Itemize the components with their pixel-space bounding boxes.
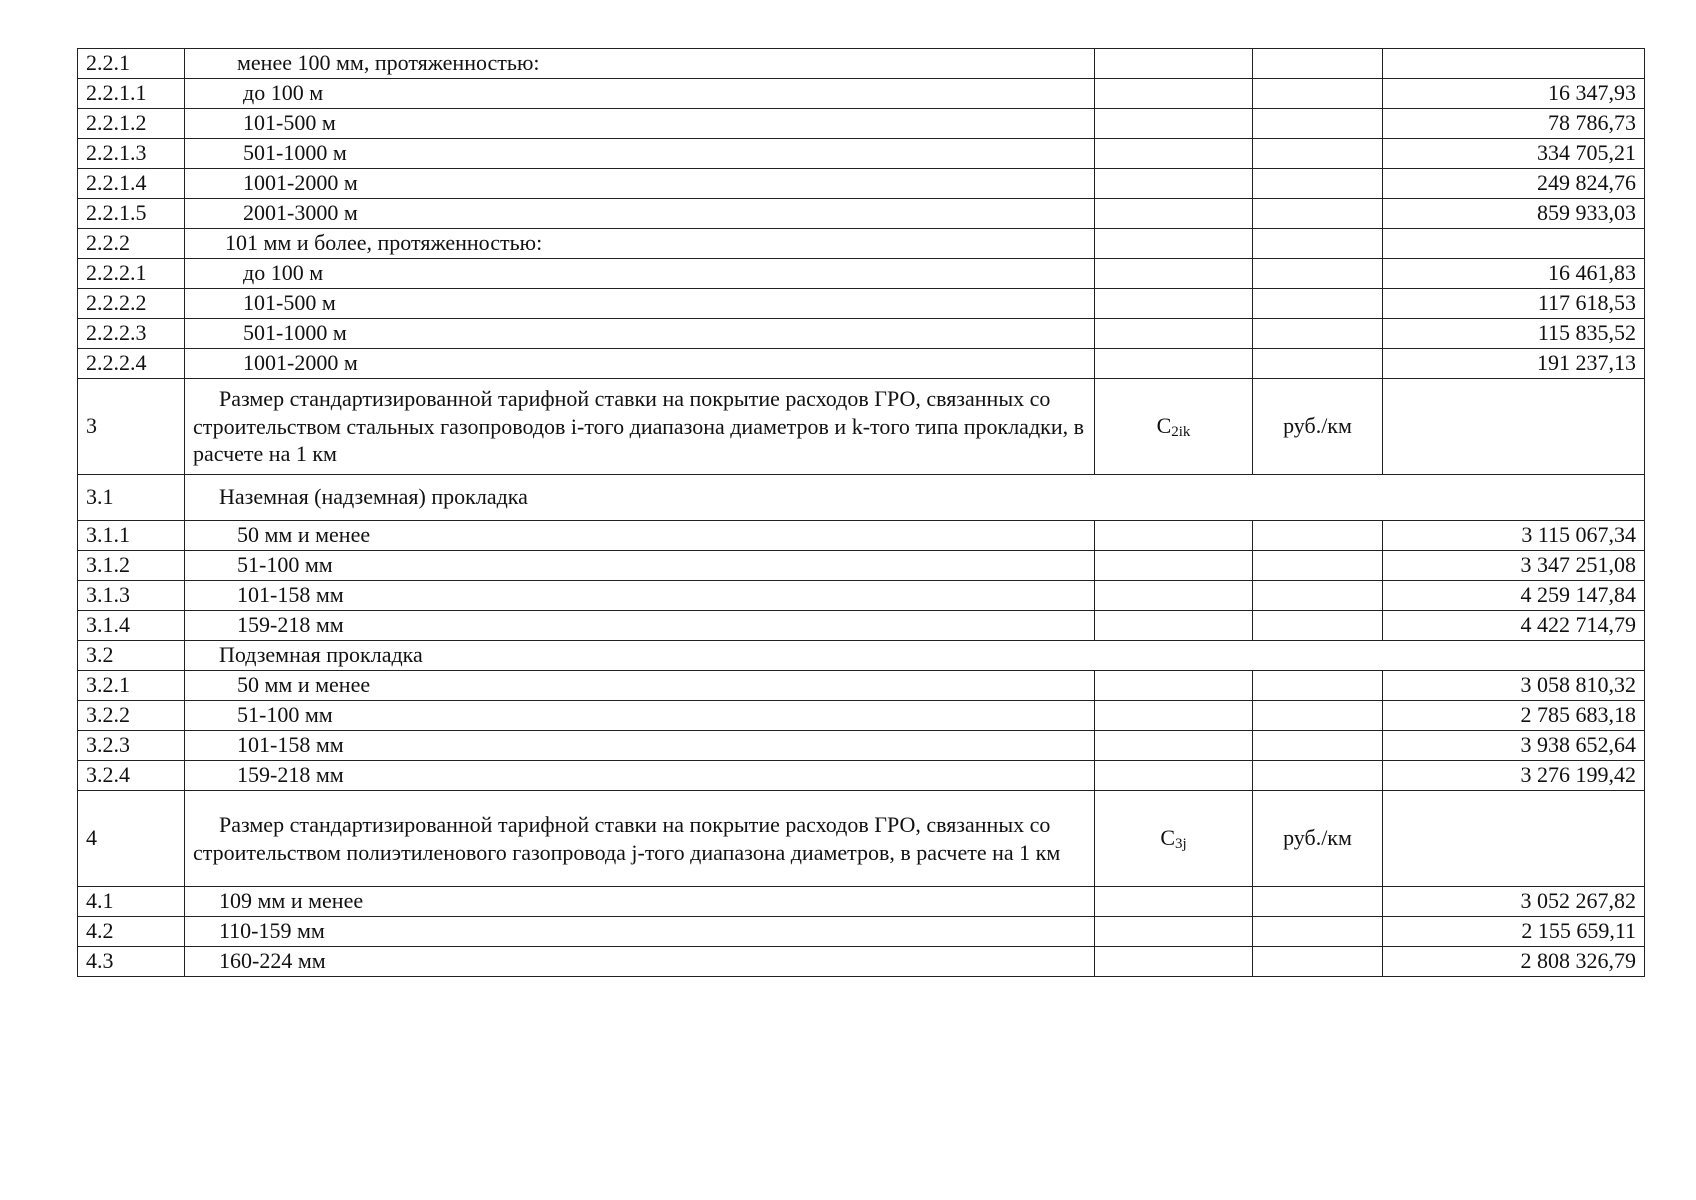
row-name: 160-224 мм bbox=[185, 947, 1095, 977]
row-name: 159-218 мм bbox=[185, 761, 1095, 791]
row-number: 4.3 bbox=[78, 947, 185, 977]
row-symbol bbox=[1095, 289, 1253, 319]
row-name: 1001-2000 м bbox=[185, 169, 1095, 199]
row-number: 2.2.1.2 bbox=[78, 109, 185, 139]
subsection-number: 3.2 bbox=[78, 641, 185, 671]
row-symbol bbox=[1095, 731, 1253, 761]
row-name: 501-1000 м bbox=[185, 319, 1095, 349]
row-symbol bbox=[1095, 139, 1253, 169]
row-name: 2001-3000 м bbox=[185, 199, 1095, 229]
row-unit bbox=[1253, 551, 1383, 581]
row-unit bbox=[1253, 199, 1383, 229]
row-symbol bbox=[1095, 581, 1253, 611]
row-unit bbox=[1253, 319, 1383, 349]
row-symbol bbox=[1095, 671, 1253, 701]
row-symbol bbox=[1095, 521, 1253, 551]
row-symbol bbox=[1095, 319, 1253, 349]
row-unit bbox=[1253, 731, 1383, 761]
row-number: 3.2.3 bbox=[78, 731, 185, 761]
symbol-main: С bbox=[1160, 824, 1175, 850]
table-row bbox=[78, 947, 1645, 977]
row-number: 2.2.2.3 bbox=[78, 319, 185, 349]
section-unit: руб./км bbox=[1253, 379, 1383, 475]
document-sheet bbox=[77, 48, 1644, 977]
row-name: 109 мм и менее bbox=[185, 887, 1095, 917]
row-name: 50 мм и менее bbox=[185, 671, 1095, 701]
row-unit bbox=[1253, 79, 1383, 109]
section-symbol bbox=[1095, 379, 1253, 475]
row-number: 2.2.1.5 bbox=[78, 199, 185, 229]
row-number: 2.2.2.1 bbox=[78, 259, 185, 289]
row-symbol bbox=[1095, 229, 1253, 259]
row-value: 3 276 199,42 bbox=[1383, 761, 1645, 791]
subsection-name: Подземная прокладка bbox=[185, 641, 1645, 671]
table-row bbox=[78, 521, 1645, 551]
table-row bbox=[78, 761, 1645, 791]
row-value: 3 347 251,08 bbox=[1383, 551, 1645, 581]
row-unit bbox=[1253, 761, 1383, 791]
table-row bbox=[78, 289, 1645, 319]
section-number: 3 bbox=[78, 379, 185, 475]
row-name: 101-158 мм bbox=[185, 731, 1095, 761]
table-row bbox=[78, 319, 1645, 349]
row-name: 101-158 мм bbox=[185, 581, 1095, 611]
table-row bbox=[78, 671, 1645, 701]
row-number: 2.2.1 bbox=[78, 49, 185, 79]
row-unit bbox=[1253, 349, 1383, 379]
row-name: 50 мм и менее bbox=[185, 521, 1095, 551]
row-unit bbox=[1253, 289, 1383, 319]
section-description: Размер стандартизированной тарифной ставки на покрытие расходов ГРО, связанных со строительством стальных газопроводов i-того диапазона диаметров и k-того типа прокладки, в расчете на 1 км bbox=[185, 379, 1095, 475]
section-number: 4 bbox=[78, 791, 185, 887]
table-row bbox=[78, 581, 1645, 611]
row-name: 101-500 м bbox=[185, 289, 1095, 319]
table-row bbox=[78, 611, 1645, 641]
row-value: 4 259 147,84 bbox=[1383, 581, 1645, 611]
row-value: 3 052 267,82 bbox=[1383, 887, 1645, 917]
row-value: 115 835,52 bbox=[1383, 319, 1645, 349]
row-symbol bbox=[1095, 947, 1253, 977]
row-value: 3 058 810,32 bbox=[1383, 671, 1645, 701]
row-value: 249 824,76 bbox=[1383, 169, 1645, 199]
table-row bbox=[78, 349, 1645, 379]
row-name: 110-159 мм bbox=[185, 917, 1095, 947]
symbol-main: С bbox=[1156, 412, 1172, 438]
row-value: 334 705,21 bbox=[1383, 139, 1645, 169]
row-name: 101 мм и более, протяженностью: bbox=[185, 229, 1095, 259]
subsection-name: Наземная (надземная) прокладка bbox=[185, 475, 1645, 521]
row-value: 16 461,83 bbox=[1383, 259, 1645, 289]
row-symbol bbox=[1095, 551, 1253, 581]
row-unit bbox=[1253, 259, 1383, 289]
row-unit bbox=[1253, 887, 1383, 917]
row-number: 2.2.2.4 bbox=[78, 349, 185, 379]
row-symbol bbox=[1095, 109, 1253, 139]
section-row bbox=[78, 791, 1645, 887]
row-name: 51-100 мм bbox=[185, 551, 1095, 581]
row-number: 2.2.2 bbox=[78, 229, 185, 259]
row-unit bbox=[1253, 139, 1383, 169]
row-number: 3.2.1 bbox=[78, 671, 185, 701]
row-number: 4.2 bbox=[78, 917, 185, 947]
row-name: менее 100 мм, протяженностью: bbox=[185, 49, 1095, 79]
row-number: 2.2.1.3 bbox=[78, 139, 185, 169]
row-value: 859 933,03 bbox=[1383, 199, 1645, 229]
row-value bbox=[1383, 229, 1645, 259]
row-symbol bbox=[1095, 917, 1253, 947]
table-row bbox=[78, 199, 1645, 229]
table-row bbox=[78, 731, 1645, 761]
symbol-subscript: 2ik bbox=[1171, 423, 1191, 440]
row-value: 16 347,93 bbox=[1383, 79, 1645, 109]
row-symbol bbox=[1095, 79, 1253, 109]
row-number: 3.1.2 bbox=[78, 551, 185, 581]
section-symbol bbox=[1095, 791, 1253, 887]
table-row bbox=[78, 701, 1645, 731]
section-value bbox=[1383, 791, 1645, 887]
row-number: 3.1.3 bbox=[78, 581, 185, 611]
row-value: 117 618,53 bbox=[1383, 289, 1645, 319]
row-symbol bbox=[1095, 611, 1253, 641]
subsection-row bbox=[78, 475, 1645, 521]
row-unit bbox=[1253, 611, 1383, 641]
row-unit bbox=[1253, 917, 1383, 947]
table-row bbox=[78, 887, 1645, 917]
row-name: 101-500 м bbox=[185, 109, 1095, 139]
row-unit bbox=[1253, 521, 1383, 551]
row-symbol bbox=[1095, 761, 1253, 791]
table-row bbox=[78, 229, 1645, 259]
row-symbol bbox=[1095, 701, 1253, 731]
row-number: 3.1.1 bbox=[78, 521, 185, 551]
subsection-number: 3.1 bbox=[78, 475, 185, 521]
row-value: 2 808 326,79 bbox=[1383, 947, 1645, 977]
row-name: до 100 м bbox=[185, 79, 1095, 109]
row-number: 3.2.4 bbox=[78, 761, 185, 791]
row-number: 2.2.1.4 bbox=[78, 169, 185, 199]
section-unit: руб./км bbox=[1253, 791, 1383, 887]
row-symbol bbox=[1095, 199, 1253, 229]
row-unit bbox=[1253, 169, 1383, 199]
table-row bbox=[78, 259, 1645, 289]
section-value bbox=[1383, 379, 1645, 475]
row-number: 4.1 bbox=[78, 887, 185, 917]
row-value: 191 237,13 bbox=[1383, 349, 1645, 379]
row-symbol bbox=[1095, 169, 1253, 199]
row-name: 51-100 мм bbox=[185, 701, 1095, 731]
row-symbol bbox=[1095, 259, 1253, 289]
section-row bbox=[78, 379, 1645, 475]
row-symbol bbox=[1095, 887, 1253, 917]
table-row bbox=[78, 551, 1645, 581]
row-unit bbox=[1253, 581, 1383, 611]
row-value: 78 786,73 bbox=[1383, 109, 1645, 139]
table-row bbox=[78, 79, 1645, 109]
row-unit bbox=[1253, 229, 1383, 259]
row-name: 159-218 мм bbox=[185, 611, 1095, 641]
row-number: 3.1.4 bbox=[78, 611, 185, 641]
table-row bbox=[78, 109, 1645, 139]
section-description: Размер стандартизированной тарифной ставки на покрытие расходов ГРО, связанных со строительством полиэтиленового газопровода j-того диапазона диаметров, в расчете на 1 км bbox=[185, 791, 1095, 887]
row-unit bbox=[1253, 109, 1383, 139]
row-name: 1001-2000 м bbox=[185, 349, 1095, 379]
row-unit bbox=[1253, 49, 1383, 79]
row-name: 501-1000 м bbox=[185, 139, 1095, 169]
row-value: 2 785 683,18 bbox=[1383, 701, 1645, 731]
row-value: 3 938 652,64 bbox=[1383, 731, 1645, 761]
subsection-row bbox=[78, 641, 1645, 671]
row-value: 4 422 714,79 bbox=[1383, 611, 1645, 641]
row-unit bbox=[1253, 947, 1383, 977]
table-row bbox=[78, 169, 1645, 199]
row-unit bbox=[1253, 701, 1383, 731]
row-number: 3.2.2 bbox=[78, 701, 185, 731]
table-row bbox=[78, 917, 1645, 947]
row-symbol bbox=[1095, 49, 1253, 79]
row-value bbox=[1383, 49, 1645, 79]
row-symbol bbox=[1095, 349, 1253, 379]
symbol-subscript: 3j bbox=[1175, 835, 1187, 852]
row-name: до 100 м bbox=[185, 259, 1095, 289]
row-value: 3 115 067,34 bbox=[1383, 521, 1645, 551]
row-number: 2.2.1.1 bbox=[78, 79, 185, 109]
row-number: 2.2.2.2 bbox=[78, 289, 185, 319]
table-row bbox=[78, 49, 1645, 79]
tariff-rates-table bbox=[77, 48, 1645, 977]
row-unit bbox=[1253, 671, 1383, 701]
row-value: 2 155 659,11 bbox=[1383, 917, 1645, 947]
table-row bbox=[78, 139, 1645, 169]
